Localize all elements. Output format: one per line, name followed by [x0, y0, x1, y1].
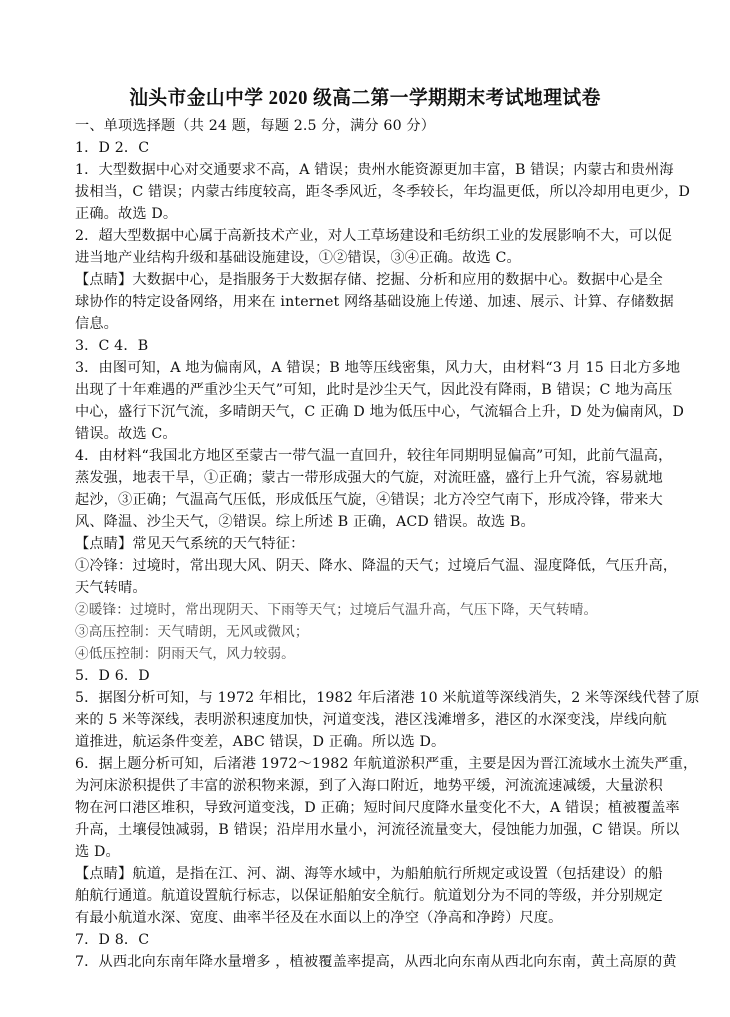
- text-line: 5．据图分析可知，与 1972 年相比，1982 年后渚港 10 米航道等深线消失，2 米等深线代替了原: [75, 690, 700, 706]
- text-line: 为河床淤积提供了丰富的淤积物来源，到了入海口附近，地势平缓，河流流速减缓，大量淤积: [75, 778, 663, 794]
- note-line: ④低压控制：阴雨天气，风力较弱。: [75, 646, 295, 662]
- text-line: 蒸发强，地表干旱，①正确；蒙古一带形成强大的气旋，对流旺盛，盛行上升气流，容易就地: [75, 470, 663, 486]
- answer-key-line: 3．C 4．B: [75, 338, 149, 354]
- note-line: 【点睛】航道，是指在江、河、湖、海等水域中，为船舶航行所规定或设置（包括建设）的船: [75, 866, 663, 882]
- note-line: 【点睛】大数据中心，是指服务于大数据存储、挖掘、分析和应用的数据中心。数据中心是全: [75, 272, 663, 288]
- text-line: 升高，土壤侵蚀减弱，B 错误；沿岸用水量小，河流径流量变大，侵蚀能力加强，C 错误。所以: [75, 822, 680, 838]
- text-line: 出现了十年难遇的严重沙尘天气”可知，此时是沙尘天气，因此没有降雨，B 错误；C 地为高压: [75, 382, 673, 398]
- text-line: 错误。故选 C。: [75, 426, 177, 442]
- answer-key-line: 1．D 2．C: [75, 140, 150, 156]
- text-line: 7．从西北向东南年降水量增多 ，植被覆盖率提高，从西北向东南从西北向东南，黄土高原的黄: [75, 954, 677, 970]
- note-line: 有最小航道水深、宽度、曲率半径及在水面以上的净空（净高和净跨）尺度。: [75, 910, 563, 926]
- text-line: 道推进，航运条件变差，ABC 错误，D 正确。所以选 D。: [75, 734, 446, 750]
- text-line: 1．大型数据中心对交通要求不高，A 错误；贵州水能资源更加丰富，B 错误；内蒙古和贵州海: [75, 162, 674, 178]
- text-line: 拔相当，C 错误；内蒙古纬度较高，距冬季风近，冬季较长，年均温更低，所以冷却用电更少，D: [75, 184, 691, 200]
- note-line: 信息。: [75, 316, 119, 332]
- note-line: ③高压控制：天气晴朗，无风或微风；: [75, 624, 309, 640]
- section-heading: 一、单项选择题（共 24 题，每题 2.5 分，满分 60 分）: [75, 118, 436, 134]
- text-line: 来的 5 米等深线，表明淤积速度加快，河道变浅，港区浅滩增多，港区的水深变浅，岸线向航: [75, 712, 667, 728]
- text-line: 中心，盛行下沉气流，多晴朗天气，C 正确 D 地为低压中心，气流辐合上升，D 处为偏南风，D: [75, 404, 685, 420]
- text-line: 3．由图可知，A 地为偏南风，A 错误；B 地等压线密集，风力大，由材料“3 月 15 日北方多地: [75, 360, 681, 376]
- text-line: 6．据上题分析可知，后渚港 1972～1982 年航道淤积严重，主要是因为晋江流域水土流失严重，: [75, 756, 698, 772]
- text-line: 选 D。: [75, 844, 120, 860]
- text-line: 风、降温、沙尘天气，②错误。综上所述 B 正确，ACD 错误。故选 B。: [75, 514, 535, 530]
- note-line: 【点睛】常见天气系统的天气特征：: [75, 536, 305, 552]
- text-line: 正确。故选 D。: [75, 206, 178, 222]
- note-line: ②暖锋：过境时，常出现阴天、下雨等天气；过境后气温升高，气压下降，天气转晴。: [75, 602, 598, 618]
- answer-key-line: 7．D 8．C: [75, 932, 150, 948]
- text-line: 4．由材料“我国北方地区至蒙古一带气温一直回升，较往年同期明显偏高”可知，此前气温高，: [75, 448, 673, 464]
- note-line: 舶航行通道。航道设置航行标志，以保证船舶安全航行。航道划分为不同的等级，并分别规定: [75, 888, 663, 904]
- text-line: 2．超大型数据中心属于高新技术产业，对人工草场建设和毛纺织工业的发展影响不大，可以促: [75, 228, 673, 244]
- note-line: 球协作的特定设备网络，用来在 internet 网络基础设施上传递、加速、展示、计算、存储数据: [75, 294, 674, 310]
- document-title: 汕头市金山中学 2020 级高二第一学期期末考试地理试卷: [129, 88, 601, 109]
- text-line: 物在河口港区堆积，导致河道变浅，D 正确；短时间尺度降水量变化不大，A 错误；植被覆盖率: [75, 800, 680, 816]
- note-line: ①冷锋：过境时，常出现大风、阴天、降水、降温的天气；过境后气温、湿度降低，气压升高，: [75, 558, 678, 574]
- answer-key-line: 5．D 6．D: [75, 668, 150, 684]
- text-line: 进当地产业结构升级和基础设施建设，①②错误，③④正确。故选 C。: [75, 250, 521, 266]
- text-line: 起沙，③正确；气温高气压低，形成低压气旋，④错误；北方冷空气南下，形成冷锋，带来大: [75, 492, 663, 508]
- note-line: 天气转晴。: [75, 580, 147, 596]
